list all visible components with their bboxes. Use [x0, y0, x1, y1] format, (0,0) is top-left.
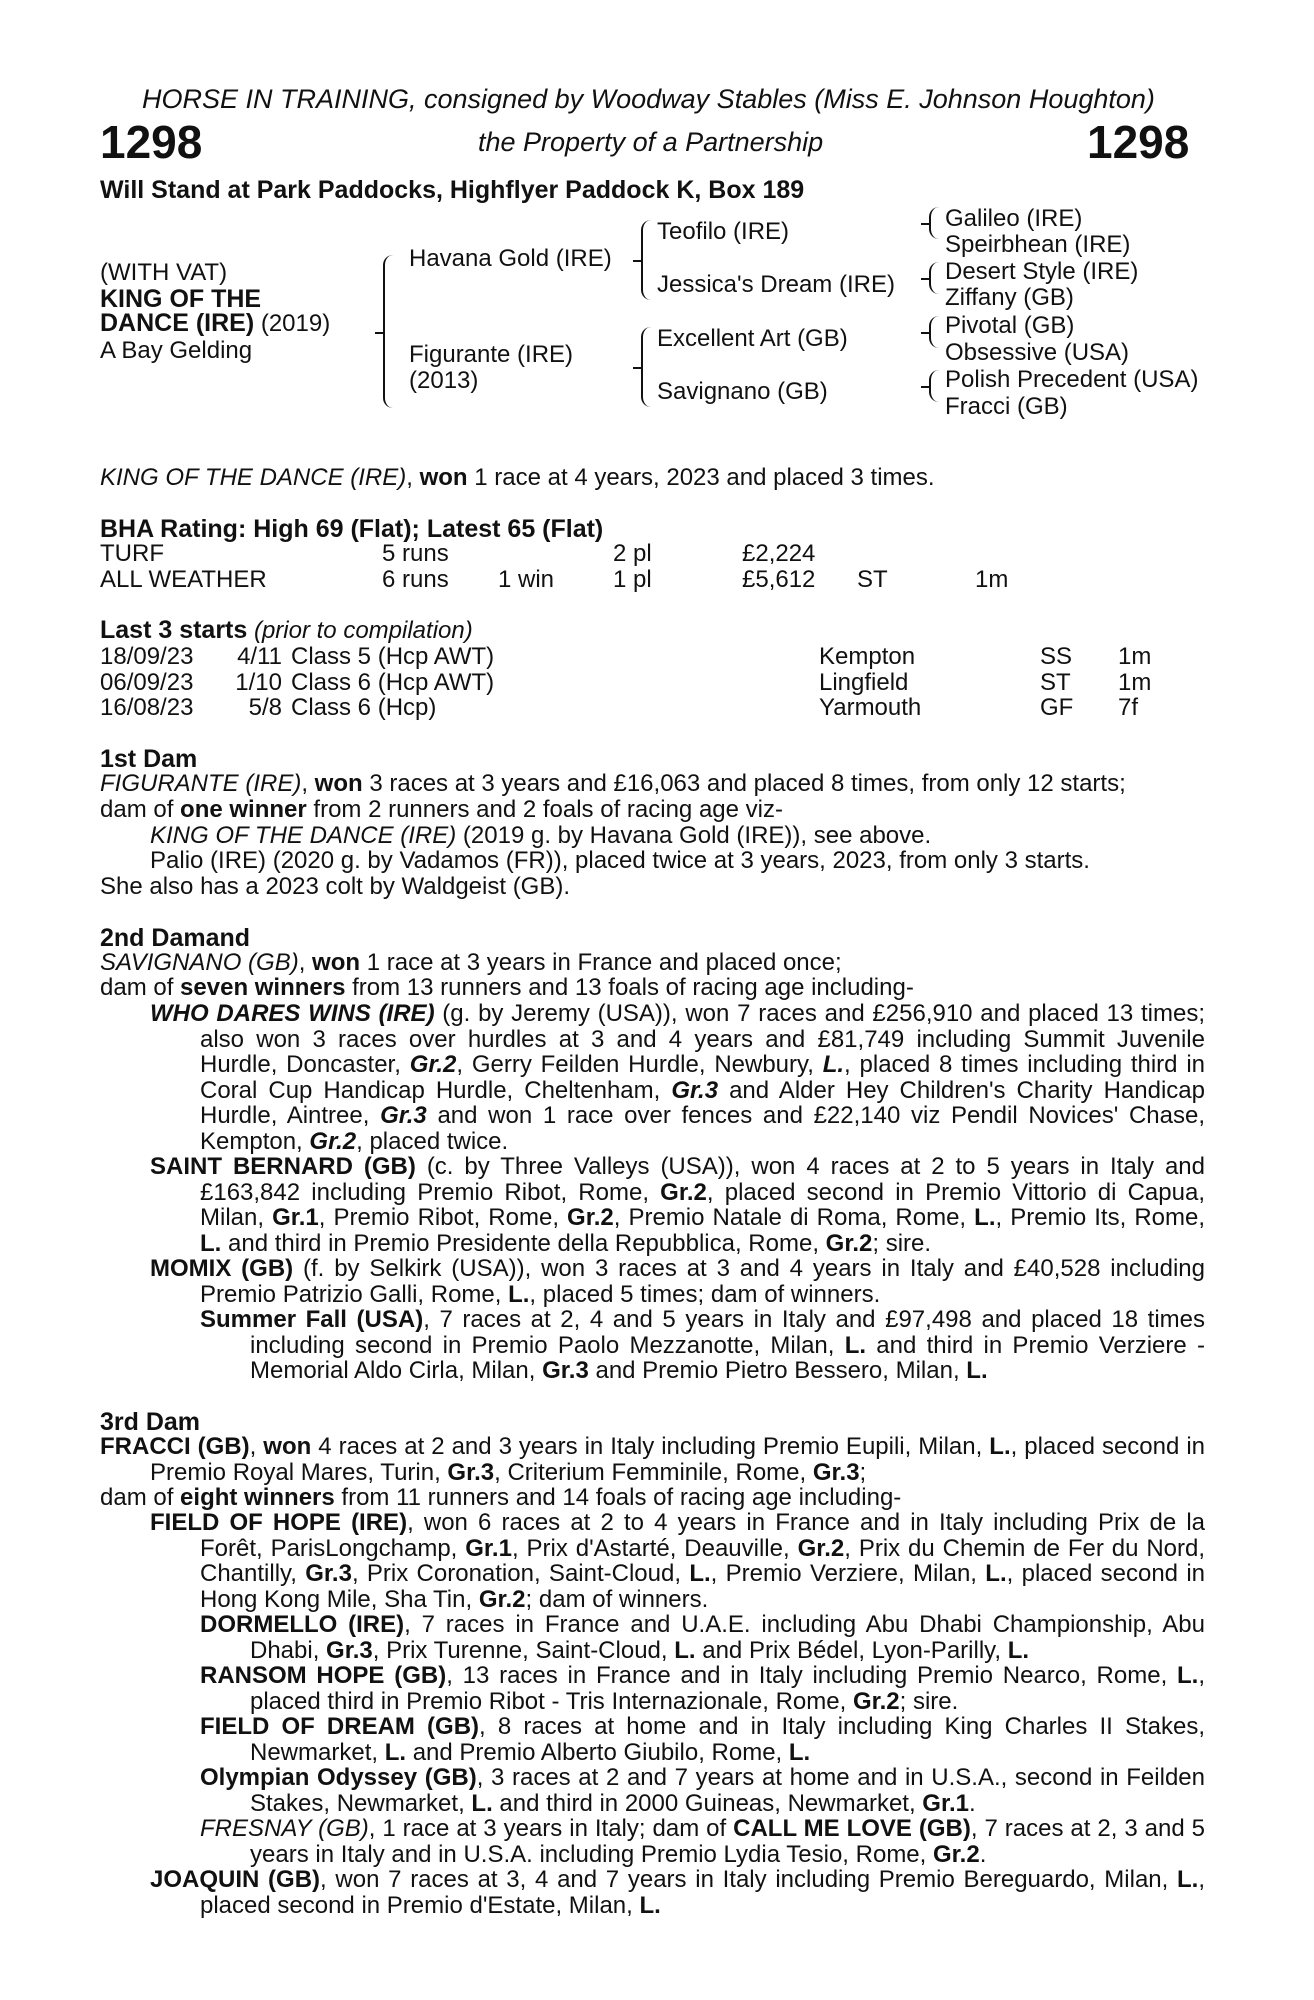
text: , placed 8 times including third in Coral Cup Handicap Hurdle, Cheltenham, — [200, 1051, 1205, 1104]
rating-runs: 6 runs — [382, 566, 449, 593]
race-summary — [100, 465, 935, 491]
lot-number-left: 1298 — [100, 116, 203, 168]
sep: , — [301, 770, 315, 797]
rating-wins: 1 win — [498, 566, 555, 593]
sep: , — [298, 949, 313, 976]
entry-fracci — [100, 1434, 1205, 1485]
entry-name: FRACCI (GB) — [100, 1433, 250, 1460]
entry-name: FRESNAY (GB) — [200, 1815, 369, 1842]
text: dam of — [100, 974, 181, 1001]
pedigree-sire: Havana Gold (IRE) — [409, 245, 612, 272]
sep: , — [249, 1433, 264, 1460]
rating-surface: ALL WEATHER — [100, 566, 267, 593]
grade: L. — [844, 1331, 867, 1359]
pedigree-brace-dd — [929, 370, 939, 402]
grade: L. — [966, 1357, 988, 1385]
text: , placed second in Premio Vittorio di Capua, Milan, — [200, 1178, 1205, 1232]
last-starts-note: (prior to compilation) — [247, 617, 473, 644]
rating-runs: 5 runs — [382, 540, 449, 567]
grade: L. — [788, 1738, 811, 1766]
last-starts-title: Last 3 starts — [100, 616, 248, 644]
first-dam-line4: Palio (IRE) (2020 g. by Vadamos (FR)), placed twice at 3 years, 2023, from only 3 starts. — [150, 847, 1090, 874]
text: . — [969, 1789, 976, 1817]
text: , Prix Coronation, Saint-Cloud, — [351, 1560, 690, 1588]
third-dam-line-dam — [100, 1485, 901, 1511]
text: from 2 runners and 2 foals of racing age viz- — [306, 796, 783, 823]
text: dam of — [100, 796, 181, 823]
grade: L. — [384, 1738, 407, 1766]
pedigree-brace-sd — [929, 262, 939, 294]
pedigree-sd: Jessica's Dream (IRE) — [657, 271, 895, 298]
grade: Gr.3 — [326, 1636, 373, 1664]
text: . — [979, 1840, 987, 1868]
start-position: 1/10 — [235, 669, 282, 696]
text: ; — [859, 1458, 867, 1486]
entry-olympian-odyssey — [200, 1765, 1205, 1816]
grade: L. — [689, 1560, 711, 1588]
lot-number-right: 1298 — [1087, 116, 1190, 168]
rating-going: ST — [857, 566, 888, 593]
second-dam-name: SAVIGNANO (GB) — [100, 949, 299, 976]
text: 4 races at 2 and 3 years in Italy including Premio Eupili, Milan, — [311, 1433, 990, 1460]
text: , placed 5 times; dam of winners. — [529, 1280, 881, 1308]
text: (2019 g. by Havana Gold (IRE)), see above. — [456, 822, 932, 849]
entry-joaquin — [150, 1867, 1205, 1918]
grade: Gr.2 — [567, 1204, 614, 1232]
entry-name: CALL ME LOVE (GB) — [733, 1815, 971, 1842]
entry-name: FIELD OF DREAM (GB) — [200, 1713, 480, 1740]
grade: Gr.2 — [409, 1051, 457, 1079]
start-date: 06/09/23 — [100, 669, 194, 696]
grade: Gr.2 — [852, 1687, 900, 1715]
grade: Gr.1 — [465, 1534, 512, 1562]
start-date: 16/08/23 — [100, 694, 194, 721]
rating-row — [100, 567, 1100, 593]
grade: L. — [1177, 1866, 1199, 1893]
grade: L. — [989, 1433, 1011, 1460]
grade: L. — [985, 1560, 1007, 1588]
last-starts-heading — [100, 618, 473, 644]
pedigree-sss: Galileo (IRE) — [945, 205, 1083, 232]
rating-row — [100, 541, 1100, 567]
first-dam-line3 — [150, 823, 931, 849]
text: , placed second in Premio d'Estate, Milan, — [200, 1866, 1206, 1919]
text: , Premio Verziere, Milan, — [710, 1560, 986, 1588]
text: (c. by Three Valleys (USA)), won 4 races at 2 to 5 years in Italy and £163,842 including Premio Ribot, Rome, — [200, 1153, 1205, 1206]
grade: Gr.2 — [825, 1229, 873, 1257]
grade: Gr.3 — [542, 1357, 589, 1385]
text: , 8 races at home and in Italy including King Charles II Stakes, Newmarket, — [250, 1713, 1205, 1766]
third-dam-winners: eight winners — [180, 1484, 335, 1511]
text: from 13 runners and 13 foals of racing age including- — [345, 974, 914, 1001]
grade: L. — [508, 1280, 530, 1308]
start-date: 18/09/23 — [100, 643, 194, 670]
text: , 3 races at 2 and 7 years at home and in U.S.A., second in Feilden Stakes, Newmarket, — [250, 1764, 1205, 1817]
text: , placed twice. — [356, 1127, 509, 1155]
text: , Prix Turenne, Saint-Cloud, — [372, 1636, 675, 1664]
grade: L. — [974, 1204, 996, 1232]
start-row — [100, 644, 1200, 670]
pedigree-dss: Pivotal (GB) — [945, 312, 1075, 339]
start-position: 5/8 — [248, 694, 282, 721]
summary-name: KING OF THE DANCE (IRE) — [100, 464, 407, 491]
text: , 13 races in France and in Italy including Premio Nearco, Rome, — [446, 1662, 1178, 1689]
entry-name: SAINT BERNARD (GB) — [150, 1153, 416, 1180]
first-dam-winners: one winner — [180, 796, 307, 823]
third-dam-title: 3rd Dam — [100, 1408, 201, 1436]
text: , won 6 races at 2 to 4 years in France and in Italy including Prix de la Forêt, ParisLongchamp, — [200, 1509, 1205, 1562]
first-dam-line1 — [100, 771, 1126, 797]
text: , placed second in Hong Kong Mile, Sha Tin, — [200, 1560, 1206, 1613]
grade: L. — [200, 1229, 222, 1257]
entry-name: RANSOM HOPE (GB) — [200, 1662, 447, 1689]
pedigree-brace-main — [383, 255, 397, 408]
grade: Gr.2 — [933, 1840, 980, 1868]
grade: Gr.1 — [272, 1204, 319, 1232]
text: and Premio Alberto Giubilo, Rome, — [406, 1738, 789, 1766]
entry-fresnay — [200, 1816, 1205, 1867]
start-distance: 7f — [1118, 694, 1139, 721]
text: , won 7 races at 3, 4 and 7 years in Italy including Premio Bereguardo, Milan, — [320, 1866, 1178, 1893]
pedigree-sdd: Ziffany (GB) — [945, 284, 1074, 311]
grade: L. — [471, 1789, 493, 1817]
won-label: won — [263, 1433, 312, 1460]
foal-name: KING OF THE DANCE (IRE) — [150, 822, 457, 849]
summary-comma: , — [406, 464, 420, 491]
second-dam-rest: 1 race at 3 years in France and placed once; — [360, 949, 842, 976]
pedigree-ds: Excellent Art (GB) — [657, 325, 848, 352]
text: , Premio Natale di Roma, Rome, — [613, 1204, 975, 1232]
start-course: Lingfield — [819, 669, 909, 696]
text: , Premio Ribot, Rome, — [318, 1204, 568, 1232]
entry-name: JOAQUIN (GB) — [150, 1866, 321, 1893]
grade: Gr.3 — [305, 1560, 352, 1588]
text: and Prix Bédel, Lyon-Parilly, — [695, 1636, 1008, 1664]
text: , Prix du Chemin de Fer du Nord, Chantilly, — [200, 1534, 1206, 1588]
entry-field-of-dream — [200, 1714, 1205, 1765]
grade: Gr.2 — [478, 1585, 526, 1613]
entry-name: Olympian Odyssey (GB) — [200, 1764, 477, 1791]
text: , 7 races at 2, 3 and 5 years in Italy and in U.S.A. including Premio Lydia Tesio, Rome, — [250, 1815, 1206, 1868]
pedigree-brace-ds — [929, 316, 939, 348]
entry-summer-fall — [200, 1307, 1205, 1384]
text: from 11 runners and 14 foals of racing age including- — [334, 1484, 902, 1511]
pedigree-brace-ss — [929, 207, 939, 239]
pedigree-brace-dam — [641, 327, 653, 407]
pedigree-dam-line1: Figurante (IRE) — [409, 341, 574, 368]
stand-line: Will Stand at Park Paddocks, Highflyer Paddock K, Box 189 — [100, 176, 805, 204]
text: ; dam of winners. — [525, 1585, 709, 1613]
first-dam-title: 1st Dam — [100, 745, 198, 773]
pedigree-dsd: Obsessive (USA) — [945, 339, 1130, 366]
start-distance: 1m — [1118, 643, 1152, 670]
grade: Gr.1 — [922, 1789, 969, 1817]
rating-prize: £5,612 — [742, 566, 816, 593]
start-row — [100, 670, 1200, 696]
second-dam-title: 2nd Damand — [100, 924, 251, 952]
horse-name-line1: KING OF THE — [100, 285, 262, 313]
rating-placed: 1 pl — [613, 566, 652, 593]
start-position: 4/11 — [237, 643, 282, 670]
pedigree-dd: Savignano (GB) — [657, 378, 828, 405]
entry-saint-bernard — [150, 1154, 1205, 1256]
grade: Gr.3 — [447, 1458, 495, 1486]
horse-name-line2-text: DANCE (IRE) — [100, 309, 255, 337]
grade: Gr.3 — [380, 1102, 427, 1130]
grade: L. — [674, 1636, 696, 1664]
grade: L. — [1177, 1662, 1199, 1689]
summary-rest: 1 race at 4 years, 2023 and placed 3 times. — [467, 464, 935, 491]
second-dam-won: won — [312, 949, 361, 976]
text: and third in Premio Verziere - Memorial Aldo Cirla, Milan, — [250, 1331, 1205, 1385]
start-class: Class 5 (Hcp AWT) — [291, 643, 495, 670]
entry-ransom-hope — [200, 1663, 1205, 1714]
text: (g. by Jeremy (USA)), won 7 races and £256,910 and placed 13 times; also won 3 races over hurdles at 3 and 4 years and £81,749 including Summit Juvenile Hurdle, Doncaster, — [200, 1000, 1205, 1079]
pedigree-dam-line2: (2013) — [409, 367, 479, 394]
first-dam-name: FIGURANTE (IRE) — [100, 770, 302, 797]
consigned-line: HORSE IN TRAINING, consigned by Woodway Stables (Miss E. Johnson Houghton) — [142, 84, 1155, 114]
start-course: Yarmouth — [819, 694, 922, 721]
grade: Gr.3 — [812, 1458, 860, 1486]
pedigree-ss: Teofilo (IRE) — [657, 218, 790, 245]
start-class: Class 6 (Hcp) — [291, 694, 437, 721]
start-going: GF — [1040, 694, 1074, 721]
pedigree-ssd: Speirbhean (IRE) — [945, 231, 1131, 258]
first-dam-line2 — [100, 797, 783, 823]
text: and third in 2000 Guineas, Newmarket, — [492, 1789, 923, 1817]
grade: Gr.2 — [309, 1127, 357, 1155]
entry-name: Summer Fall (USA) — [200, 1306, 424, 1333]
entry-name: DORMELLO (IRE) — [200, 1611, 405, 1638]
horse-name-line2 — [100, 311, 330, 337]
text: (f. by Selkirk (USA)), won 3 races at 3 and 4 years in Italy and £40,528 including Premio Patrizio Galli, Rome, — [200, 1255, 1206, 1308]
text: , 7 races in France and U.A.E. including Abu Dhabi Championship, Abu Dhabi, — [250, 1611, 1205, 1664]
text: , 1 race at 3 years in Italy; dam of — [368, 1815, 734, 1842]
grade: Gr.3 — [671, 1076, 719, 1104]
horse-year: (2019) — [254, 310, 331, 337]
start-distance: 1m — [1118, 669, 1152, 696]
grade: L. — [1007, 1636, 1030, 1664]
pedigree-dds: Polish Precedent (USA) — [945, 366, 1199, 393]
text: and Alder Hey Children's Charity Handicap Hurdle, Aintree, — [200, 1076, 1205, 1130]
start-row — [100, 695, 1200, 721]
start-course: Kempton — [819, 643, 916, 670]
second-dam-line1 — [100, 950, 842, 976]
first-dam-won: won — [314, 770, 363, 797]
rating-prize: £2,224 — [742, 540, 816, 567]
start-going: SS — [1040, 643, 1073, 670]
vat-label: (WITH VAT) — [100, 259, 228, 286]
summary-won: won — [419, 464, 468, 491]
start-class: Class 6 (Hcp AWT) — [291, 669, 495, 696]
entry-name: MOMIX (GB) — [150, 1255, 294, 1282]
text: ; sire. — [899, 1687, 959, 1715]
grade: Gr.2 — [660, 1178, 707, 1206]
entry-field-of-hope — [150, 1510, 1205, 1612]
first-dam-line5: She also has a 2023 colt by Waldgeist (GB). — [100, 873, 571, 900]
first-dam-rest: 3 races at 3 years and £16,063 and placed 8 times, from only 12 starts; — [362, 770, 1126, 797]
pedigree-ddd: Fracci (GB) — [945, 393, 1068, 420]
text: ; sire. — [872, 1229, 932, 1257]
entry-name: FIELD OF HOPE (IRE) — [150, 1509, 408, 1536]
entry-name: WHO DARES WINS (IRE) — [150, 1000, 435, 1027]
text: , placed third in Premio Ribot - Tris Internazionale, Rome, — [250, 1662, 1206, 1715]
text: , placed second in Premio Royal Mares, Turin, — [150, 1433, 1206, 1486]
text: , Prix d'Astarté, Deauville, — [511, 1534, 798, 1562]
horse-description: A Bay Gelding — [100, 337, 253, 364]
text: , Gerry Feilden Hurdle, Newbury, — [456, 1051, 823, 1079]
text: , Criterium Femminile, Rome, — [494, 1458, 813, 1486]
text: , Premio Its, Rome, — [995, 1204, 1206, 1232]
rating-title: BHA Rating: High 69 (Flat); Latest 65 (Flat) — [100, 515, 604, 543]
rating-placed: 2 pl — [613, 540, 652, 567]
grade: L. — [822, 1051, 845, 1079]
start-going: ST — [1040, 669, 1071, 696]
rating-surface: TURF — [100, 540, 164, 567]
grade: Gr.2 — [797, 1534, 845, 1562]
text: dam of — [100, 1484, 181, 1511]
entry-who-dares-wins — [150, 1001, 1205, 1155]
text: and third in Premio Presidente della Repubblica, Rome, — [221, 1229, 826, 1257]
second-dam-line2 — [100, 975, 914, 1001]
pedigree-brace-sire — [641, 220, 653, 300]
grade: L. — [639, 1891, 661, 1919]
entry-momix — [150, 1256, 1205, 1307]
second-dam-winners: seven winners — [180, 974, 346, 1001]
rating-distance: 1m — [975, 566, 1009, 593]
text: and Premio Pietro Bessero, Milan, — [588, 1357, 967, 1385]
text: and won 1 race over fences and £22,140 viz Pendil Novices' Chase, Kempton, — [200, 1102, 1205, 1155]
text: , 7 races at 2, 4 and 5 years in Italy and £97,498 and placed 18 times including second in Premio Paolo Mezzanotte, Milan, — [250, 1306, 1205, 1359]
property-line: the Property of a Partnership — [478, 127, 824, 157]
entry-dormello — [200, 1612, 1205, 1663]
pedigree-sds: Desert Style (IRE) — [945, 258, 1139, 285]
